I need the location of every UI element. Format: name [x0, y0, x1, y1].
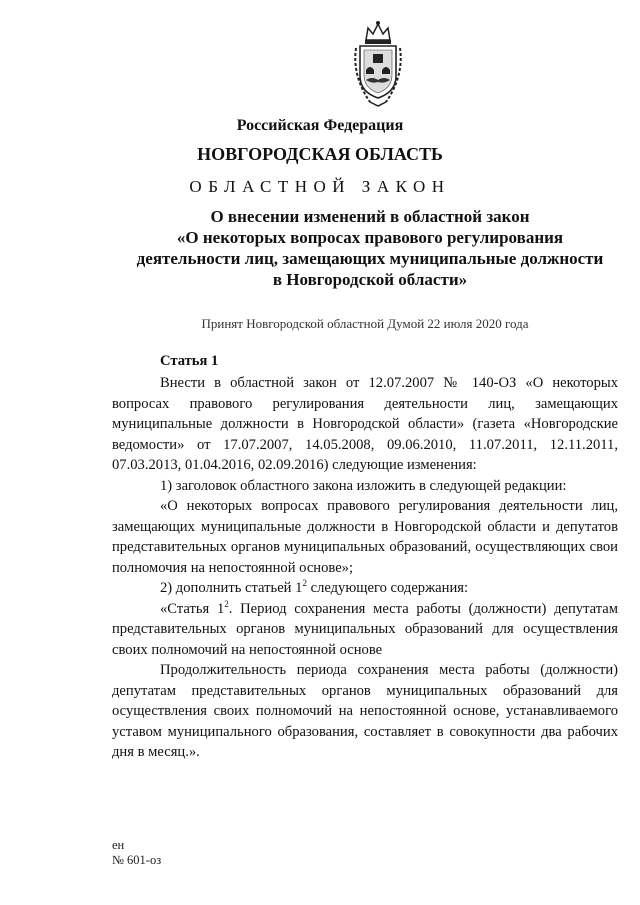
document-number: № 601-оз [112, 853, 162, 867]
law-title-line: «О некоторых вопросах правового регулирования [176, 228, 564, 247]
adoption-note: Принят Новгородской областной Думой 22 июля 2020 года [201, 316, 529, 331]
article-body [112, 373, 618, 763]
novgorod-coat-of-arms-icon [352, 18, 404, 108]
amendment-item-1-text: «О некоторых вопросах правового регулирования деятельности лиц, замещающих муниципальные должности в Новгородской области и депутатов представительных органов муниципальных образований, осуществляющих свои полномочия на непостоянной основе»; [112, 498, 618, 576]
law-title-line: в Новгородской области» [272, 270, 468, 289]
new-article-heading [112, 599, 618, 661]
region-name: НОВГОРОДСКАЯ ОБЛАСТЬ [197, 144, 443, 164]
law-title [110, 206, 630, 290]
document-footer [112, 838, 161, 868]
new-article-start: «Статья 1 [160, 600, 225, 617]
article-intro-paragraph: Внести в областной закон от 12.07.2007 № 140-ОЗ «О некоторых вопросах правового регулирования деятельности лиц, замещающих муниципальные должности в Новгородской области» (газета «Новгородские ведомости» от 17.07.2007, 14.05.2008, 09.06.2010, 11.07.2011, 12.11.2011, 07.03.2013, 01.04.2016, 02.09.2016) следующие изменения: [112, 375, 618, 473]
amendment-item-1: 1) заголовок областного закона изложить в следующей редакции: [160, 477, 567, 494]
footer-initials: ен [112, 838, 125, 852]
amendment-item-2-start: 2) дополнить статьей 1 [160, 580, 303, 596]
amendment-item-2 [112, 578, 618, 599]
new-article-title: . Период сохранения места работы (должности) депутатам представительных органов муниципальных образований для осуществления своих полномочий на непостоянной основе [112, 600, 619, 658]
superscript: 2 [302, 578, 307, 589]
country-name: Российская Федерация [236, 117, 404, 134]
new-article-paragraph: Продолжительность периода сохранения места работы (должности) депутатам представительных органов муниципальных образований для осуществления своих полномочий на непостоянной основе, устанавливаемого уставом муниципального образования, составляет в совокупности два рабочих дня в месяц.». [112, 662, 618, 760]
amendment-item-2-end: следующего содержания: [306, 580, 469, 596]
law-title-line: О внесении изменений в областной закон [210, 207, 530, 226]
law-title-line: деятельности лиц, замещающих муниципальные должности [136, 249, 604, 268]
law-type: ОБЛАСТНОЙ ЗАКОН [189, 177, 451, 196]
superscript: 2 [224, 598, 229, 609]
article-heading: Статья 1 [160, 353, 219, 369]
